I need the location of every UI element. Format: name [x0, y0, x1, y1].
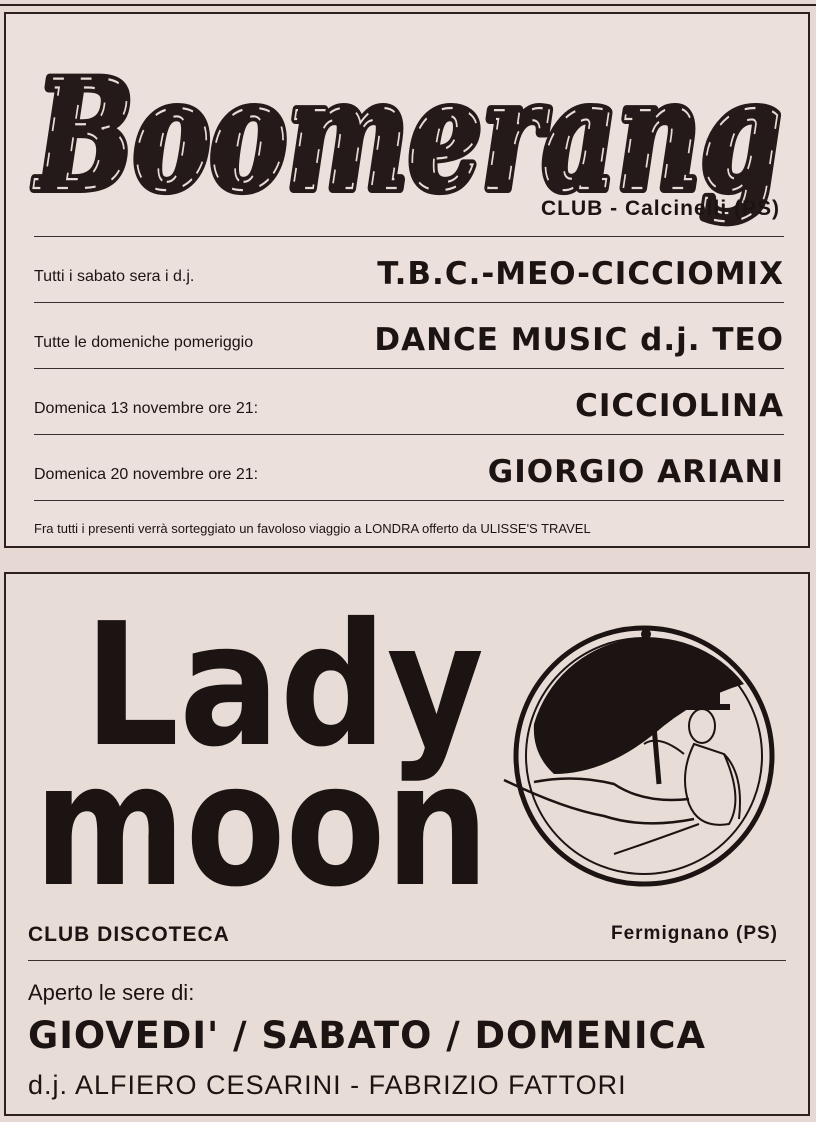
dj-names: d.j. ALFIERO CESARINI - FABRIZIO FATTORI — [28, 1070, 627, 1100]
divider — [34, 368, 784, 369]
event-value: T.B.C.-MEO-CICCIOMIX — [377, 256, 784, 292]
opening-days: GIOVEDI' / SABATO / DOMENICA — [28, 1014, 707, 1057]
lady-moon-location: Fermignano (PS) — [610, 923, 778, 944]
divider — [34, 434, 784, 435]
moon-lady-illustration-icon — [494, 604, 784, 904]
divider — [34, 500, 784, 501]
lady-moon-subtitle: CLUB DISCOTECA — [28, 923, 230, 946]
lady-moon-logo-line1: Lady — [84, 587, 484, 785]
event-row — [34, 304, 784, 366]
event-label: Tutte le domeniche pomeriggio — [34, 334, 254, 351]
boomerang-logo-text: Boomerang — [32, 48, 781, 224]
divider — [34, 302, 784, 303]
divider — [34, 236, 784, 237]
event-value: CICCIOLINA — [575, 388, 784, 424]
divider — [28, 960, 786, 961]
lady-moon-logo-line2: moon — [34, 727, 489, 925]
opening-label: Aperto le sere di: — [28, 980, 195, 1005]
event-row — [34, 370, 784, 432]
event-value: DANCE MUSIC d.j. TEO — [374, 322, 784, 358]
event-value: GIORGIO ARIANI — [487, 454, 784, 490]
lady-moon-logo — [24, 584, 494, 925]
event-label: Domenica 13 novembre ore 21: — [34, 400, 259, 417]
boomerang-logo-highlight: Boomerang — [32, 48, 781, 224]
event-label: Domenica 20 novembre ore 21: — [34, 466, 259, 483]
event-row — [34, 238, 784, 300]
lady-moon-ad — [4, 572, 810, 1116]
boomerang-ad — [4, 12, 810, 548]
boomerang-footer-note: Fra tutti i presenti verrà sorteggiato un favoloso viaggio a LONDRA offerto da ULISSE'S TRAVEL — [34, 521, 591, 536]
event-row — [34, 436, 784, 498]
boomerang-club-location: CLUB - Calcinelli (PS) — [540, 197, 780, 220]
page-top-edge — [0, 0, 816, 6]
event-label: Tutti i sabato sera i d.j. — [34, 268, 195, 285]
